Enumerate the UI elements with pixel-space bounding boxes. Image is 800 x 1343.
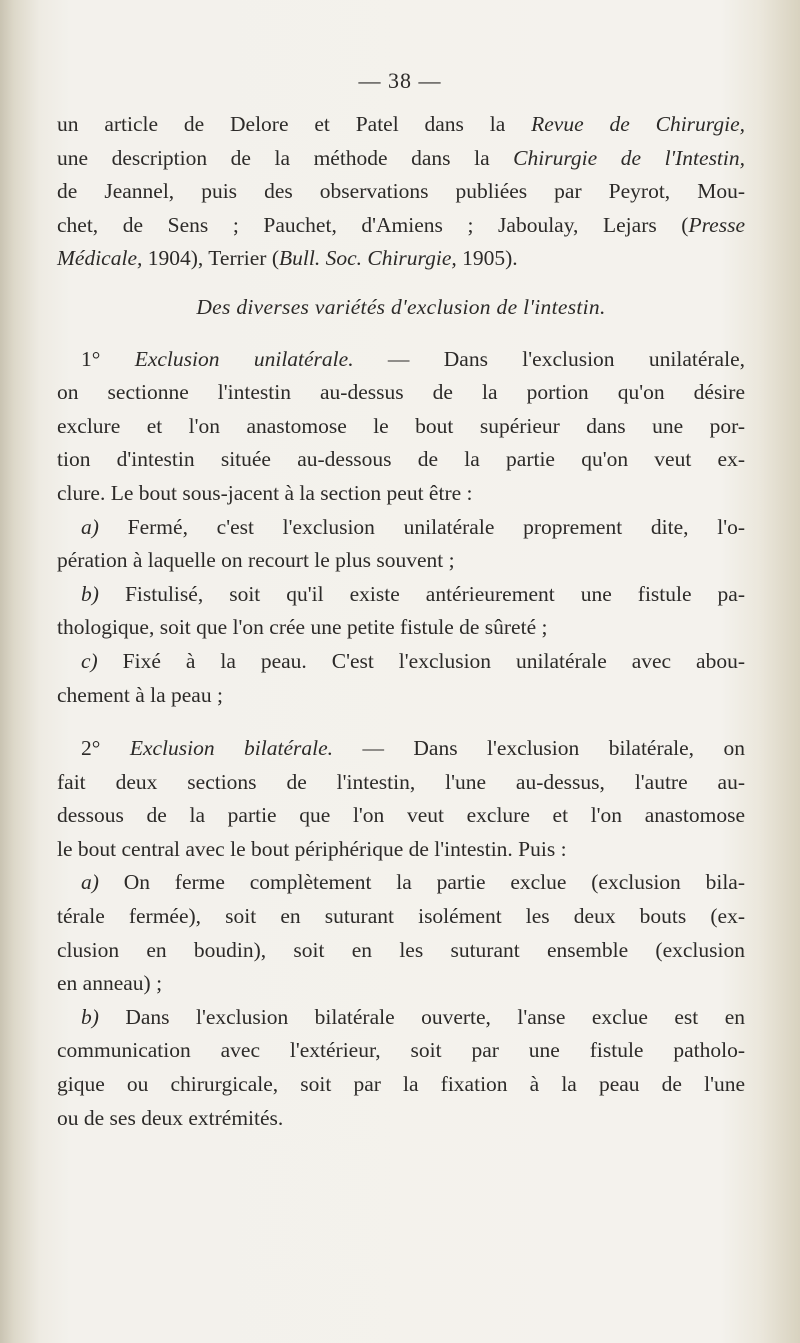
unilateral-line-4: tion d'intestin située au-dessous de la partie qu'on veut ex- (57, 447, 745, 472)
bilateral-line-1: 2° Exclusion bilatérale. — Dans l'exclusion bilatérale, on (81, 736, 745, 761)
bilateral-a-line-2: térale fermée), soit en suturant isolément les deux bouts (ex- (57, 904, 745, 929)
bilateral-a-line-3: clusion en boudin), soit en les suturant ensemble (exclusion (57, 937, 745, 962)
intro-line-4: chet, de Sens ; Pauchet, d'Amiens ; Jaboulay, Lejars (Presse (57, 212, 745, 237)
section-gap (57, 712, 745, 732)
unilateral-section (57, 343, 745, 713)
unilateral-heading: Exclusion unilatérale. (134, 346, 354, 371)
page-number: — 38 — (358, 68, 442, 93)
unilateral-line-1: 1° Exclusion unilatérale. — Dans l'exclusion unilatérale, (81, 346, 745, 371)
unilateral-b-line-1: b) Fistulisé, soit qu'il existe antérieurement une fistule pa- (81, 581, 745, 606)
bilateral-a-line-1: a) On ferme complètement la partie exclue (exclusion bila- (81, 870, 745, 895)
page-body (57, 108, 745, 1135)
section-title: Des diverses variétés d'exclusion de l'intestin. (196, 294, 606, 319)
bilateral-section (57, 732, 745, 1135)
unilateral-c-line-1: c) Fixé à la peau. C'est l'exclusion unilatérale avec abou- (81, 648, 745, 673)
bilateral-b-line-1: b) Dans l'exclusion bilatérale ouverte, l'anse exclue est en (81, 1004, 745, 1029)
bilateral-line-3: dessous de la partie que l'on veut exclure et l'on anastomose (57, 803, 745, 828)
bilateral-b-line-4: ou de ses deux extrémités. (57, 1105, 284, 1130)
unilateral-c-line-2: chement à la peau ; (57, 682, 223, 707)
bilateral-line-4: le bout central avec le bout périphérique de l'intestin. Puis : (57, 836, 567, 861)
unilateral-line-2: on sectionne l'intestin au-dessus de la portion qu'on désire (57, 380, 745, 405)
bilateral-a-line-4: en anneau) ; (57, 971, 163, 996)
unilateral-a-line-2: pération à laquelle on recourt le plus souvent ; (57, 548, 455, 573)
intro-line-3: de Jeannel, puis des observations publiées par Peyrot, Mou- (57, 179, 745, 204)
unilateral-line-3: exclure et l'on anastomose le bout supérieur dans une por- (57, 413, 745, 438)
unilateral-b-line-2: thologique, soit que l'on crée une petite fistule de sûreté ; (57, 615, 548, 640)
unilateral-line-5: clure. Le bout sous-jacent à la section peut être : (57, 480, 473, 505)
intro-line-5: Médicale, 1904), Terrier (Bull. Soc. Chirurgie, 1905). (57, 246, 518, 271)
bilateral-heading: Exclusion bilatérale. (129, 736, 334, 761)
intro-paragraph (57, 108, 745, 276)
unilateral-a-line-1: a) Fermé, c'est l'exclusion unilatérale proprement dite, l'o- (81, 514, 745, 539)
bilateral-b-line-3: gique ou chirurgicale, soit par la fixation à la peau de l'une (57, 1072, 745, 1097)
bilateral-line-2: fait deux sections de l'intestin, l'une au-dessus, l'autre au- (57, 769, 745, 794)
bilateral-b-line-2: communication avec l'extérieur, soit par une fistule patholo- (57, 1038, 745, 1063)
intro-line-2: une description de la méthode dans la Chirurgie de l'Intestin, (57, 145, 746, 170)
intro-line-1: un article de Delore et Patel dans la Revue de Chirurgie, (57, 112, 745, 136)
